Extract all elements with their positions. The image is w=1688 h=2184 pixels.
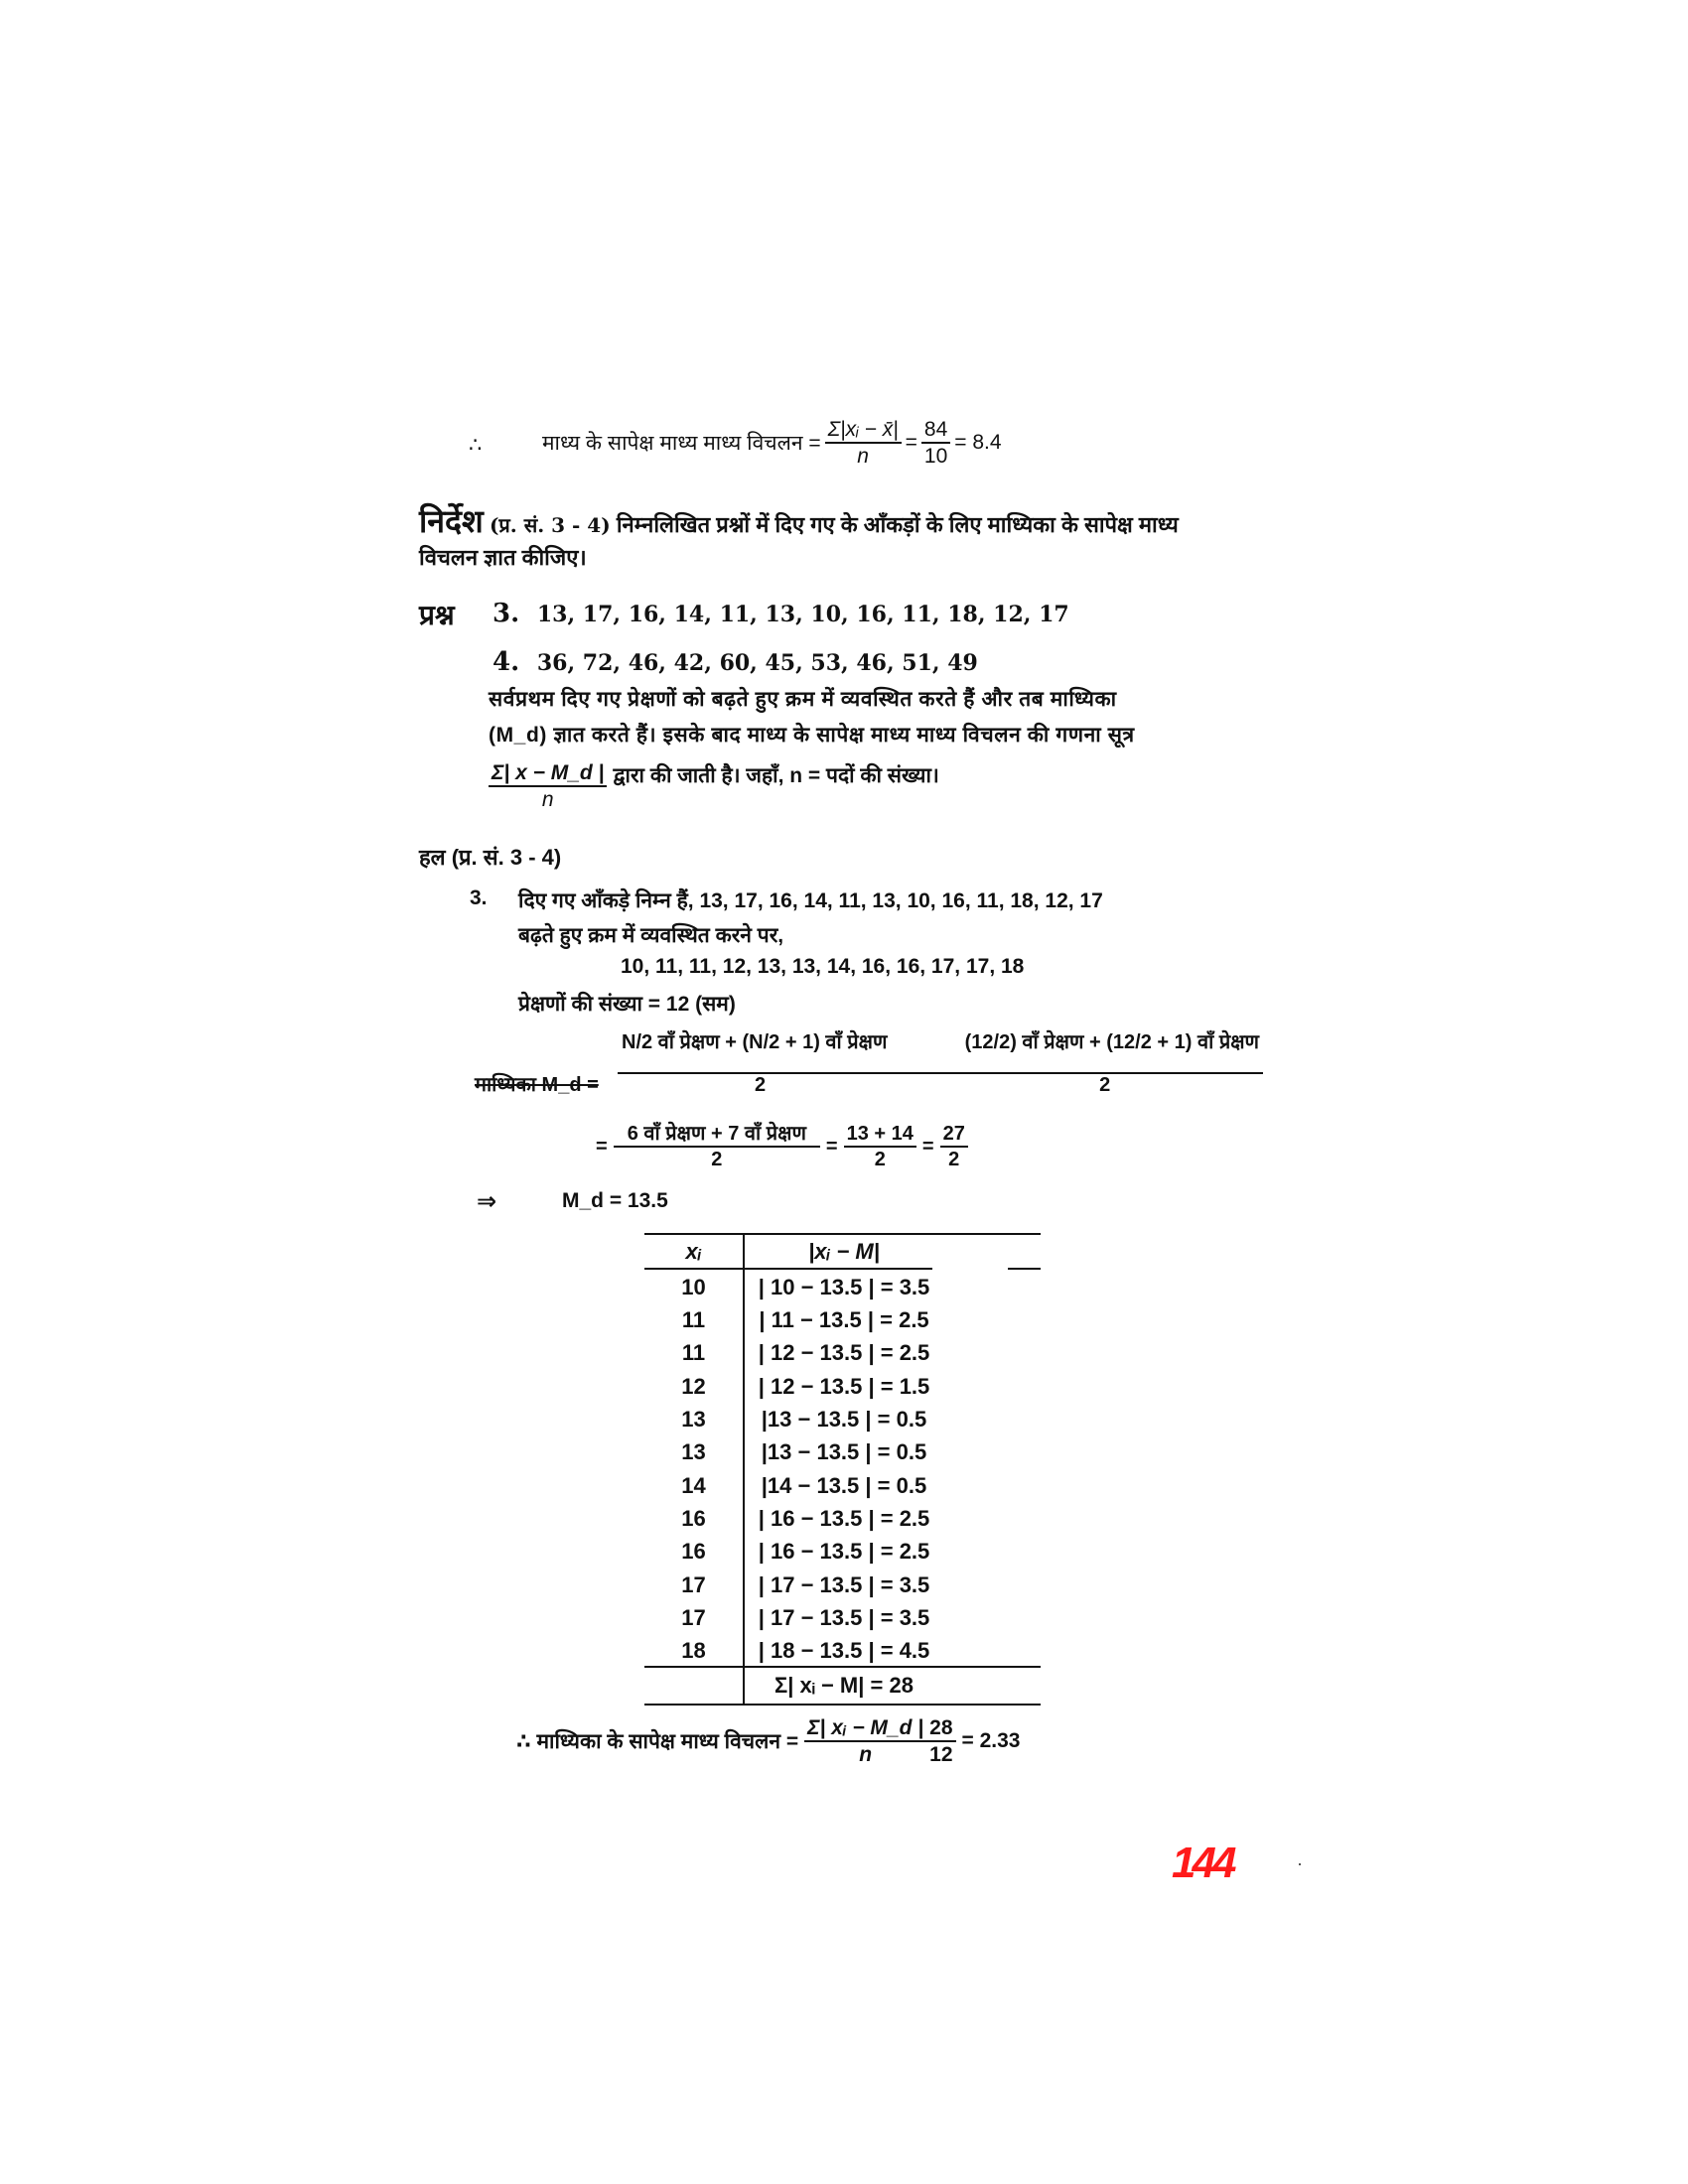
median-formula-den: 2 <box>755 1074 767 1096</box>
row-x: 11 <box>681 1340 706 1365</box>
table-sum-rule <box>644 1666 1041 1668</box>
conclusion-den: n <box>859 1743 873 1767</box>
row-x: 10 <box>681 1275 706 1299</box>
median-formula-num: N/2 वाँ प्रेक्षण + (N/2 + 1) वाँ प्रेक्षण <box>622 1031 888 1053</box>
conclusion-label: ∴ माध्यिका के सापेक्ष माध्य विचलन = <box>516 1730 799 1754</box>
row-dev: | 10 − 13.5 | = 3.5 <box>758 1275 930 1299</box>
directive-title: निर्देश <box>419 503 484 539</box>
intro-value-num: 84 <box>921 417 950 444</box>
row-x: 12 <box>681 1374 706 1399</box>
intro-therefore: ∴ <box>469 434 483 457</box>
method-formula <box>489 760 607 812</box>
row-x: 11 <box>681 1307 706 1332</box>
solution-heading: हल (प्र. सं. 3 - 4) <box>419 845 562 870</box>
question-4-num: 4. <box>492 647 520 677</box>
question-3-data: 13, 17, 16, 14, 11, 13, 10, 16, 11, 18, 12, 17 <box>536 602 1069 627</box>
step4-den: 2 <box>948 1149 960 1170</box>
intro-fraction <box>825 417 902 469</box>
row-x: 18 <box>681 1638 706 1663</box>
question-4-data: 36, 72, 46, 42, 60, 45, 53, 46, 51, 49 <box>536 650 978 676</box>
row-dev: | 12 − 13.5 | = 1.5 <box>758 1374 930 1399</box>
step3-num: 13 + 14 <box>844 1122 916 1148</box>
intro-value-fraction <box>921 417 950 469</box>
solution-arrange-label: बढ़ते हुए क्रम में व्यवस्थित करने पर, <box>518 924 784 947</box>
speck-dot <box>1299 1863 1301 1865</box>
intro-eq: = <box>905 431 917 455</box>
conclusion-fraction <box>804 1715 926 1767</box>
equals-sign: = <box>921 1135 934 1158</box>
row-dev: |14 − 13.5 | = 0.5 <box>761 1473 927 1498</box>
conclusion-result: = 2.33 <box>961 1729 1021 1753</box>
step4-num: 27 <box>940 1122 968 1148</box>
row-x: 17 <box>681 1605 706 1630</box>
table-header-dev: |xᵢ − M| <box>808 1239 880 1264</box>
step2-den: 2 <box>711 1149 723 1170</box>
conclusion-val-den: 12 <box>929 1743 953 1767</box>
intro-label: माध्य के सापेक्ष माध्य माध्य विचलन = <box>542 432 821 456</box>
row-dev: | 17 − 13.5 | = 3.5 <box>758 1572 930 1597</box>
median-label: माध्यिका M_d = <box>475 1074 599 1096</box>
question-3 <box>492 599 1069 628</box>
step2-fraction <box>614 1122 820 1171</box>
table-sum: Σ| xᵢ − M| = 28 <box>774 1673 914 1698</box>
conclusion <box>516 1715 1021 1767</box>
directive-ref: (प्र. सं. 3 - 4) <box>489 513 611 537</box>
page-number: 144 <box>1172 1839 1233 1887</box>
row-dev: |13 − 13.5 | = 0.5 <box>761 1407 927 1432</box>
directive-text-2: विचलन ज्ञात कीजिए। <box>419 545 587 570</box>
row-x: 16 <box>681 1539 706 1564</box>
row-dev: | 12 − 13.5 | = 2.5 <box>758 1340 930 1365</box>
question-label: प्रश्न <box>419 600 455 630</box>
directive <box>419 499 1179 542</box>
table-column-divider <box>743 1233 745 1706</box>
table-header-rule <box>644 1268 932 1270</box>
solution-count: प्रेक्षणों की संख्या = 12 (सम) <box>518 993 736 1016</box>
median-sub-num: (12/2) वाँ प्रेक्षण + (12/2 + 1) वाँ प्रेक्षण <box>964 1031 1259 1053</box>
solution-given: दिए गए आँकड़े निम्न हैं, 13, 17, 16, 14, 11, 13, 10, 16, 11, 18, 12, 17 <box>518 889 1103 912</box>
row-x: 17 <box>681 1572 706 1597</box>
median-step-2 <box>596 1122 968 1171</box>
row-x: 13 <box>681 1439 706 1464</box>
median-result: M_d = 13.5 <box>562 1189 668 1212</box>
solution-num: 3. <box>470 887 488 909</box>
step4-fraction <box>940 1122 968 1171</box>
row-dev: | 17 − 13.5 | = 3.5 <box>758 1605 930 1630</box>
row-x: 13 <box>681 1407 706 1432</box>
method-line-2: (M_d) ज्ञात करते हैं। इसके बाद माध्य के सापेक्ष माध्य माध्य विचलन की गणना सूत्र <box>489 724 1135 747</box>
intro-numerator: Σ|xᵢ − x̄| <box>825 417 902 444</box>
equals-sign: = <box>596 1135 608 1158</box>
step3-den: 2 <box>874 1149 886 1170</box>
step2-num: 6 वाँ प्रेक्षण + 7 वाँ प्रेक्षण <box>614 1122 820 1148</box>
method-line-3 <box>489 760 939 812</box>
method-formula-den: n <box>541 788 554 812</box>
equals-sign: = <box>825 1135 838 1158</box>
solution-sorted: 10, 11, 11, 12, 13, 13, 14, 16, 16, 17, 17, 18 <box>621 955 1025 978</box>
implies-arrow: ⇒ <box>477 1188 497 1215</box>
row-dev: | 16 − 13.5 | = 2.5 <box>758 1506 930 1531</box>
conclusion-value-fraction <box>926 1715 955 1767</box>
row-dev: | 11 − 13.5 | = 2.5 <box>759 1307 929 1332</box>
row-dev: |13 − 13.5 | = 0.5 <box>761 1439 927 1464</box>
method-line-3-text: द्वारा की जाती है। जहाँ, n = पदों की संख्या। <box>613 764 939 788</box>
conclusion-val-num: 28 <box>926 1715 955 1742</box>
directive-text-1: निम्नलिखित प्रश्नों में दिए गए के आँकड़ों के लिए माध्यिका के सापेक्ष माध्य <box>616 512 1179 537</box>
row-x: 16 <box>681 1506 706 1531</box>
intro-denominator: n <box>857 445 869 469</box>
method-line-1: सर्वप्रथम दिए गए प्रेक्षणों को बढ़ते हुए क्रम में व्यवस्थित करते हैं और तब माध्यिका <box>489 688 1117 711</box>
table-header-x: xᵢ <box>685 1239 702 1264</box>
row-dev: | 18 − 13.5 | = 4.5 <box>758 1638 930 1663</box>
median-formula <box>618 1027 1263 1097</box>
intro-value-den: 10 <box>923 445 948 469</box>
row-dev: | 16 − 13.5 | = 2.5 <box>758 1539 930 1564</box>
row-x: 14 <box>681 1473 706 1498</box>
table-header-rule-right <box>1008 1268 1041 1270</box>
step3-fraction <box>844 1122 916 1171</box>
table-bottom-rule <box>644 1704 1041 1706</box>
question-3-num: 3. <box>492 599 520 628</box>
conclusion-num: Σ| xᵢ − M_d | <box>804 1715 926 1742</box>
intro-line <box>542 417 1002 469</box>
method-formula-num: Σ| x − M_d | <box>489 760 607 787</box>
median-sub-den: 2 <box>1099 1074 1111 1096</box>
question-4 <box>492 647 978 677</box>
intro-result: = 8.4 <box>954 431 1002 455</box>
table-top-rule <box>644 1233 1041 1235</box>
